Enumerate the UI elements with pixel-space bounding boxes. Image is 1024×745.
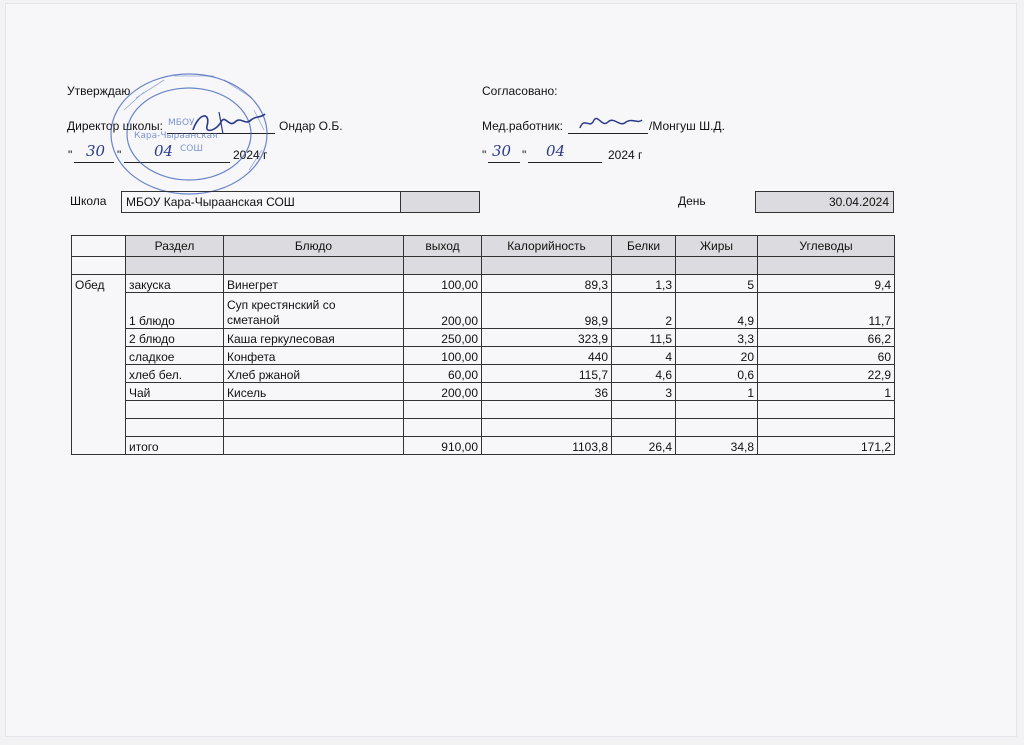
- year-right: 2024 г: [608, 148, 643, 162]
- protein-cell: 4: [612, 347, 676, 365]
- fat-cell: 1: [676, 383, 758, 401]
- table-total-row: [72, 437, 895, 455]
- medic-label: Мед.работник:: [482, 119, 563, 133]
- month-handwritten-left: 04: [154, 142, 174, 160]
- protein-cell: 3: [612, 383, 676, 401]
- table-header-row: [72, 236, 895, 257]
- dish-cell: Каша геркулесовая: [224, 329, 404, 347]
- table-row: [72, 365, 895, 383]
- total-protein: 26,4: [612, 437, 676, 455]
- approve-label: Утверждаю: [67, 84, 131, 98]
- output-cell: 250,00: [404, 329, 482, 347]
- column-header: Жиры: [676, 236, 758, 257]
- date-box: [755, 191, 894, 213]
- total-dish-blank: [224, 437, 404, 455]
- carbs-cell: 60: [758, 347, 895, 365]
- dish-cell: [224, 293, 404, 329]
- table-empty-row: [72, 419, 895, 437]
- day-handwritten-left: 30: [86, 142, 106, 160]
- table-row: [72, 383, 895, 401]
- director-name: Ондар О.Б.: [279, 119, 343, 133]
- table-spacer-row: [72, 257, 895, 275]
- day-handwritten-right: 30: [492, 142, 512, 160]
- fat-cell: 3,3: [676, 329, 758, 347]
- month-handwritten-right: 04: [546, 142, 566, 160]
- output-cell: 100,00: [404, 275, 482, 293]
- section-cell: хлеб бел.: [126, 365, 224, 383]
- table-row: [72, 275, 895, 293]
- date-open-quote-left: ": [68, 148, 73, 162]
- total-output: 910,00: [404, 437, 482, 455]
- dish-cell: Винегрет: [224, 275, 404, 293]
- meal-label: Обед: [72, 275, 126, 455]
- table-empty-row: [72, 401, 895, 419]
- output-cell: 100,00: [404, 347, 482, 365]
- header-blank: [72, 236, 126, 257]
- agreed-label: Согласовано:: [482, 84, 558, 98]
- total-calories: 1103,8: [482, 437, 612, 455]
- table-row: [72, 293, 895, 329]
- director-signature: [189, 108, 269, 138]
- year-left: 2024 г: [233, 148, 268, 162]
- total-carbs: 171,2: [758, 437, 895, 455]
- calories-cell: 115,7: [482, 365, 612, 383]
- calories-cell: 36: [482, 383, 612, 401]
- svg-text:СОШ: СОШ: [180, 144, 203, 154]
- dish-cell: Кисель: [224, 383, 404, 401]
- protein-cell: 4,6: [612, 365, 676, 383]
- table-row: [72, 329, 895, 347]
- section-cell: закуска: [126, 275, 224, 293]
- total-label: итого: [126, 437, 224, 455]
- total-fat: 34,8: [676, 437, 758, 455]
- column-header: выход: [404, 236, 482, 257]
- school-extra-cell: [401, 192, 479, 212]
- section-cell: 1 блюдо: [126, 293, 224, 329]
- document-page: [6, 4, 1016, 736]
- month-line-right: [528, 162, 602, 163]
- school-name: МБОУ Кара-Чыраанская СОШ: [122, 192, 401, 212]
- output-cell: 200,00: [404, 383, 482, 401]
- day-line-right: [488, 162, 520, 163]
- medic-signature: [576, 112, 646, 134]
- medic-name: /Монгуш Ш.Д.: [649, 119, 725, 133]
- dish-cell: Хлеб ржаной: [224, 365, 404, 383]
- menu-table: [71, 235, 895, 455]
- date-close-quote-left: ": [117, 148, 122, 162]
- calories-cell: 89,3: [482, 275, 612, 293]
- section-cell: сладкое: [126, 347, 224, 365]
- carbs-cell: 9,4: [758, 275, 895, 293]
- section-cell: Чай: [126, 383, 224, 401]
- output-cell: 200,00: [404, 293, 482, 329]
- dish-line-1: Суп крестянский со: [227, 298, 336, 312]
- calories-cell: 323,9: [482, 329, 612, 347]
- fat-cell: 5: [676, 275, 758, 293]
- carbs-cell: 1: [758, 383, 895, 401]
- carbs-cell: 66,2: [758, 329, 895, 347]
- column-header: Раздел: [126, 236, 224, 257]
- fat-cell: 0,6: [676, 365, 758, 383]
- section-cell: 2 блюдо: [126, 329, 224, 347]
- date-close-quote-right: ": [522, 148, 527, 162]
- protein-cell: 1,3: [612, 275, 676, 293]
- carbs-cell: 11,7: [758, 293, 895, 329]
- protein-cell: 11,5: [612, 329, 676, 347]
- date-open-quote-right: ": [482, 148, 487, 162]
- carbs-cell: 22,9: [758, 365, 895, 383]
- output-cell: 60,00: [404, 365, 482, 383]
- school-box: [121, 191, 480, 213]
- calories-cell: 98,9: [482, 293, 612, 329]
- fat-cell: 20: [676, 347, 758, 365]
- director-label: Директор школы:: [67, 119, 163, 133]
- dish-line-2: сметаной: [227, 313, 280, 327]
- column-header: Белки: [612, 236, 676, 257]
- dish-cell: Конфета: [224, 347, 404, 365]
- fat-cell: 4,9: [676, 293, 758, 329]
- school-label: Школа: [70, 194, 107, 208]
- table-row: [72, 347, 895, 365]
- column-header: Калорийность: [482, 236, 612, 257]
- column-header: Блюдо: [224, 236, 404, 257]
- day-label: День: [678, 194, 706, 208]
- menu-date: 30.04.2024: [828, 195, 889, 209]
- protein-cell: 2: [612, 293, 676, 329]
- svg-text:МБОУ: МБОУ: [168, 118, 195, 128]
- svg-text:Кара-Чыраанская: Кара-Чыраанская: [134, 131, 218, 141]
- column-header: Углеводы: [758, 236, 895, 257]
- calories-cell: 440: [482, 347, 612, 365]
